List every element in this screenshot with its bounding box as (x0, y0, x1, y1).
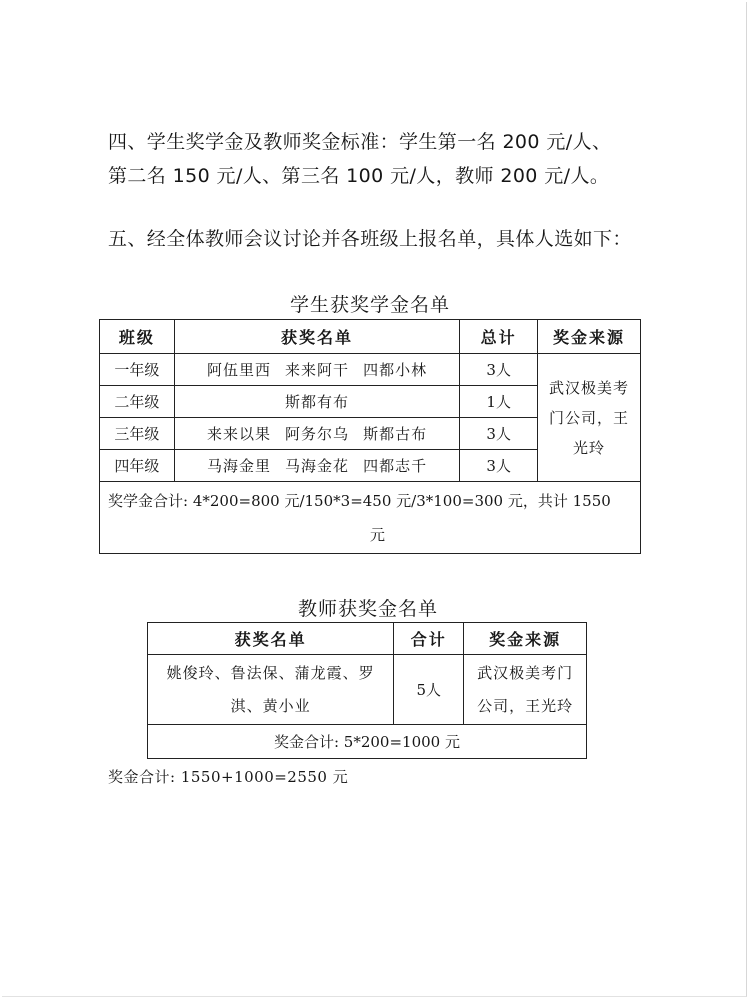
header-grade: 班级 (100, 320, 175, 354)
section-4-line-2: 第二名 150 元/人、第三名 100 元/人，教师 200 元/人。 (108, 165, 610, 187)
source-line: 武汉极美考 (549, 378, 630, 397)
student-name: 马海金里 (207, 457, 272, 475)
teacher-table-title: 教师获奖金名单 (297, 598, 438, 620)
student-name: 斯都有布 (285, 393, 350, 411)
grand-total: 奖金合计: 1550+1000=2550 元 (108, 768, 349, 786)
total-cell: 3人 (460, 450, 538, 482)
student-table-title: 学生获奖学金名单 (289, 294, 450, 316)
names-cell (174, 418, 459, 450)
source-line: 门公司，王 (549, 408, 630, 427)
student-name: 阿务尔乌 (285, 425, 350, 443)
teacher-bonus-summary: 奖金合计: 5*200=1000 元 (148, 725, 587, 759)
source-line: 光玲 (573, 438, 606, 457)
teacher-award-table (147, 622, 587, 759)
student-name: 四都志千 (363, 457, 428, 475)
student-name: 四都小林 (363, 361, 428, 379)
section-5-paragraph (108, 222, 668, 256)
names-line: 淇、黄小业 (230, 696, 311, 715)
table-row (100, 354, 641, 386)
student-name: 斯都古布 (363, 425, 428, 443)
source-line: 武汉极美考门 (477, 663, 574, 682)
total-cell: 1人 (460, 386, 538, 418)
summary-line-2: 元 (370, 525, 386, 544)
source-cell (538, 354, 641, 482)
summary-line-1: 奖学金合计: 4*200=800 元/150*3=450 元/3*100=300 元，共计 1550 (108, 491, 611, 510)
names-cell (174, 354, 459, 386)
header-source: 奖金来源 (538, 320, 641, 354)
grade-cell: 一年级 (100, 354, 175, 386)
header-names: 获奖名单 (174, 320, 459, 354)
source-cell (464, 655, 587, 725)
names-cell (174, 450, 459, 482)
header-source: 奖金来源 (464, 623, 587, 655)
header-total: 合计 (394, 623, 464, 655)
student-name: 来来阿干 (285, 361, 350, 379)
summary-row (100, 482, 641, 554)
student-award-table (99, 319, 641, 554)
section-4-line-1: 四、学生奖学金及教师奖金标准：学生第一名 200 元/人、 (108, 131, 612, 153)
grade-cell: 四年级 (100, 450, 175, 482)
total-cell: 3人 (460, 418, 538, 450)
student-name: 马海金花 (285, 457, 350, 475)
total-cell: 3人 (460, 354, 538, 386)
summary-row (148, 725, 587, 759)
teacher-names-cell (148, 655, 394, 725)
student-name: 阿伍里西 (207, 361, 272, 379)
student-name: 来来以果 (207, 425, 272, 443)
table-header-row (100, 320, 641, 354)
header-total: 总计 (460, 320, 538, 354)
total-cell: 5人 (394, 655, 464, 725)
scholarship-summary (100, 482, 641, 554)
table-header-row (148, 623, 587, 655)
grade-cell: 二年级 (100, 386, 175, 418)
section-5-line-1: 五、经全体教师会议讨论并各班级上报名单，具体人选如下： (108, 228, 632, 250)
names-cell (174, 386, 459, 418)
section-4-paragraph (108, 125, 668, 193)
source-line: 公司，王光玲 (477, 696, 574, 715)
header-names: 获奖名单 (148, 623, 394, 655)
names-line: 姚俊玲、鲁法保、蒲龙霞、罗 (166, 663, 375, 682)
grade-cell: 三年级 (100, 418, 175, 450)
table-row (148, 655, 587, 725)
